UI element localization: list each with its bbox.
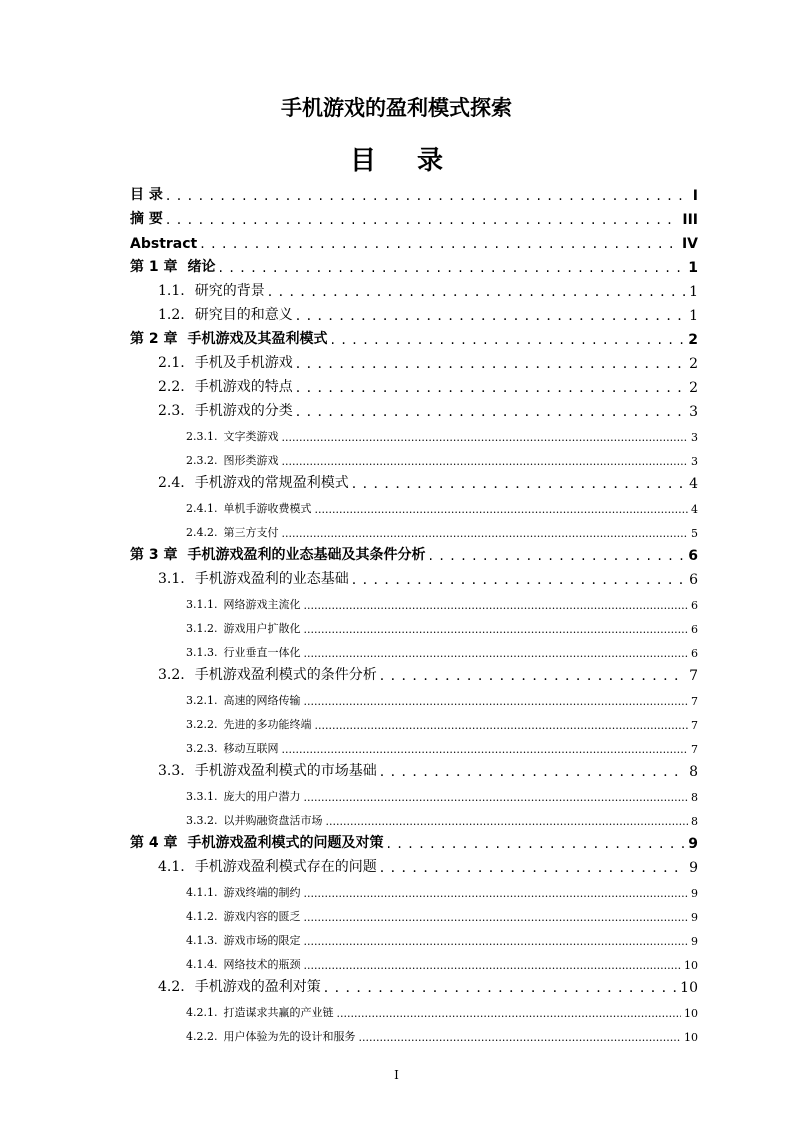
toc-entry-number: 4.1.2. xyxy=(186,910,218,923)
toc-entry-text: 绪论 xyxy=(187,259,216,275)
toc-entry-label xyxy=(186,956,301,972)
toc-entry-text: 行业垂直一体化 xyxy=(223,646,301,659)
toc-entry-page: 8 xyxy=(691,791,698,804)
toc-entry-page: 7 xyxy=(691,743,698,756)
toc-entry-label xyxy=(158,568,349,588)
toc-entry[interactable] xyxy=(130,612,698,636)
toc-entry-number: 3.3.2. xyxy=(186,814,218,827)
toc-entry-text: 游戏用户扩散化 xyxy=(223,622,301,635)
toc-entry-number: 2.4.2. xyxy=(186,526,218,539)
toc-entry-page: 10 xyxy=(680,980,698,996)
toc-entry-number: 2.1. xyxy=(158,355,185,371)
toc-entry-text: 研究的背景 xyxy=(194,283,265,299)
dot-leader xyxy=(380,860,686,876)
toc-entry-label xyxy=(130,184,163,204)
toc-entry-number: 1.2. xyxy=(158,307,185,323)
toc-entry-label xyxy=(130,328,328,348)
toc-entry-text: 手机游戏盈利模式的问题及对策 xyxy=(187,835,384,851)
toc-entry-number: 3.3.1. xyxy=(186,790,218,803)
toc-entry[interactable] xyxy=(130,252,698,276)
toc-entry[interactable] xyxy=(130,756,698,780)
toc-entry-label xyxy=(158,664,377,684)
toc-entry-text: 网络游戏主流化 xyxy=(223,598,301,611)
toc-entry-label xyxy=(130,256,216,276)
dot-leader xyxy=(304,935,689,948)
toc-entry-text: 文字类游戏 xyxy=(223,430,279,443)
toc-entry[interactable] xyxy=(130,228,698,252)
toc-entry-text: 手机游戏的特点 xyxy=(194,379,293,395)
toc-entry-label xyxy=(186,500,312,516)
toc-entry-number: 4.2. xyxy=(158,979,185,995)
dot-leader xyxy=(331,332,686,348)
toc-entry-label xyxy=(158,400,293,420)
toc-entry-page: 9 xyxy=(691,911,698,924)
toc-entry-label xyxy=(186,884,301,900)
toc-entry-text: 摘 要 xyxy=(130,211,163,227)
toc-entry-page: 6 xyxy=(689,572,698,588)
document-title: 手机游戏的盈利模式探索 xyxy=(281,96,512,120)
dot-leader xyxy=(352,476,686,492)
dot-leader xyxy=(268,284,686,300)
toc-entry-page: I xyxy=(692,188,698,204)
toc-entry-text: 手机游戏的常规盈利模式 xyxy=(194,475,349,491)
toc-entry[interactable] xyxy=(130,804,698,828)
toc-heading: 目 录 xyxy=(349,146,460,176)
toc-entry[interactable] xyxy=(130,300,698,324)
toc-entry-text: 打造谋求共赢的产业链 xyxy=(223,1006,334,1019)
dot-leader xyxy=(296,404,686,420)
toc-entry-number: 4.1.3. xyxy=(186,934,218,947)
toc-entry-label xyxy=(186,644,301,660)
dot-leader xyxy=(359,1031,682,1044)
dot-leader xyxy=(282,527,689,540)
toc-entry-label xyxy=(186,716,312,732)
toc-entry-page: 7 xyxy=(691,719,698,732)
toc-entry[interactable] xyxy=(130,540,698,564)
toc-entry-label xyxy=(158,376,293,396)
toc-entry-number: 2.4. xyxy=(158,475,185,491)
toc-entry-text: 手机游戏盈利的业态基础及其条件分析 xyxy=(187,547,426,563)
toc-entry[interactable] xyxy=(130,900,698,924)
toc-entry-page: IV xyxy=(681,236,698,252)
dot-leader xyxy=(315,719,689,732)
toc-entry-label xyxy=(186,788,301,804)
toc-entry-number: 3.2. xyxy=(158,667,185,683)
toc-entry-page: 9 xyxy=(688,836,698,852)
toc-entry-page: 6 xyxy=(691,599,698,612)
dot-leader xyxy=(304,695,689,708)
toc-entry-page: 9 xyxy=(691,887,698,900)
toc-entry-page: 1 xyxy=(689,284,698,300)
dot-leader xyxy=(324,980,677,996)
toc-entry-number: 4.2.1. xyxy=(186,1006,218,1019)
toc-entry-page: 1 xyxy=(688,260,698,276)
dot-leader xyxy=(304,887,689,900)
dot-leader xyxy=(166,188,690,204)
dot-leader xyxy=(304,911,689,924)
toc-entry-label xyxy=(186,692,301,708)
toc-entry-text: 第三方支付 xyxy=(223,526,279,539)
toc-entry[interactable] xyxy=(130,444,698,468)
toc-entry-page: 10 xyxy=(684,959,698,972)
toc-entry[interactable] xyxy=(130,324,698,348)
toc-entry-number: 3.1.3. xyxy=(186,646,218,659)
toc-entry-page: 2 xyxy=(688,332,698,348)
toc-entry[interactable] xyxy=(130,828,698,852)
toc-entry-page: 8 xyxy=(691,815,698,828)
toc-entry-number: 4.1.4. xyxy=(186,958,218,971)
toc-entry-number: 2.3.1. xyxy=(186,430,218,443)
toc-entry-number: 4.1. xyxy=(158,859,185,875)
toc-entry-label xyxy=(130,208,163,228)
toc-entry-label xyxy=(186,596,301,612)
toc-entry-number: 第 3 章 xyxy=(130,547,178,563)
toc-entry-label xyxy=(130,236,197,252)
dot-leader xyxy=(296,356,686,372)
toc-entry-number: 1.1. xyxy=(158,283,185,299)
toc-entry-text: 单机手游收费模式 xyxy=(223,502,312,515)
toc-entry[interactable] xyxy=(130,180,698,204)
toc-entry-number: 4.2.2. xyxy=(186,1030,218,1043)
toc-entry-page: 6 xyxy=(688,548,698,564)
toc-entry[interactable] xyxy=(130,996,698,1020)
toc-entry-page: 5 xyxy=(691,527,698,540)
toc-entry-number: 2.4.1. xyxy=(186,502,218,515)
toc-entry-text: 游戏终端的制约 xyxy=(223,886,301,899)
dot-leader xyxy=(380,668,686,684)
toc-entry-page: 7 xyxy=(691,695,698,708)
toc-entry-label xyxy=(186,740,279,756)
toc-entry[interactable] xyxy=(130,396,698,420)
toc-entry-number: 3.2.2. xyxy=(186,718,218,731)
toc-entry-label xyxy=(158,760,377,780)
dot-leader xyxy=(304,959,682,972)
toc-entry-number: 3.1.2. xyxy=(186,622,218,635)
toc-entry[interactable] xyxy=(130,420,698,444)
toc-entry[interactable] xyxy=(130,372,698,396)
toc-entry[interactable] xyxy=(130,732,698,756)
toc-entry[interactable] xyxy=(130,780,698,804)
dot-leader xyxy=(304,623,689,636)
dot-leader xyxy=(200,236,679,252)
toc-entry[interactable] xyxy=(130,684,698,708)
toc-entry-text: 手机游戏盈利模式的市场基础 xyxy=(194,763,377,779)
toc-entry-page: 7 xyxy=(689,668,698,684)
toc-entry-text: 游戏内容的匮乏 xyxy=(223,910,301,923)
toc-entry-label xyxy=(158,976,321,996)
toc-entry[interactable] xyxy=(130,564,698,588)
toc-entry-label xyxy=(186,620,301,636)
toc-entry[interactable] xyxy=(130,468,698,492)
toc-entry[interactable] xyxy=(130,948,698,972)
toc-entry-number: 3.2.1. xyxy=(186,694,218,707)
toc-entry-page: 3 xyxy=(691,455,698,468)
dot-leader xyxy=(296,380,686,396)
toc-entry-label xyxy=(186,1028,356,1044)
toc-entry-label xyxy=(186,812,323,828)
toc-entry-number: 3.2.3. xyxy=(186,742,218,755)
toc-entry-label xyxy=(186,524,279,540)
dot-leader xyxy=(380,764,686,780)
toc-entry-text: 手机游戏盈利的业态基础 xyxy=(194,571,349,587)
toc-entry[interactable] xyxy=(130,348,698,372)
toc-entry-text: 图形类游戏 xyxy=(223,454,279,467)
dot-leader xyxy=(304,791,689,804)
toc-entry[interactable] xyxy=(130,1020,698,1044)
toc-entry-number: 第 4 章 xyxy=(130,835,178,851)
toc-entry-label xyxy=(158,472,349,492)
toc-entry-text: 以并购融资盘活市场 xyxy=(223,814,323,827)
toc-entry-text: Abstract xyxy=(130,236,198,252)
toc-entry-label xyxy=(186,452,279,468)
toc-entry-number: 第 1 章 xyxy=(130,259,178,275)
dot-leader xyxy=(337,1007,682,1020)
toc-entry-page: 3 xyxy=(691,431,698,444)
dot-leader xyxy=(387,836,686,852)
toc-entry-text: 先进的多功能终端 xyxy=(223,718,312,731)
toc-entry[interactable] xyxy=(130,516,698,540)
toc-entry-page: 9 xyxy=(689,860,698,876)
toc-entry-page: 4 xyxy=(691,503,698,516)
toc-entry[interactable] xyxy=(130,924,698,948)
dot-leader xyxy=(326,815,689,828)
dot-leader xyxy=(166,212,679,228)
toc-entry-page: 3 xyxy=(689,404,698,420)
toc-entry-text: 移动互联网 xyxy=(223,742,279,755)
toc-entry-page: 2 xyxy=(689,356,698,372)
toc-entry-label xyxy=(186,908,301,924)
toc-entry-text: 游戏市场的限定 xyxy=(223,934,301,947)
dot-leader xyxy=(282,431,689,444)
toc-entry-number: 2.3.2. xyxy=(186,454,218,467)
toc-entry-page: 10 xyxy=(684,1007,698,1020)
toc-entry-page: 1 xyxy=(689,308,698,324)
toc-entry-page: III xyxy=(682,212,698,228)
toc-entry-label xyxy=(130,544,426,564)
toc-entry-page: 8 xyxy=(689,764,698,780)
toc-entry-text: 网络技术的瓶颈 xyxy=(223,958,301,971)
toc-entry-text: 手机游戏及其盈利模式 xyxy=(187,331,328,347)
toc-entry-number: 3.1. xyxy=(158,571,185,587)
dot-leader xyxy=(304,647,689,660)
toc-entry[interactable] xyxy=(130,636,698,660)
dot-leader xyxy=(219,260,686,276)
toc-entry-page: 6 xyxy=(691,623,698,636)
toc-entry-text: 研究目的和意义 xyxy=(194,307,293,323)
toc-entry[interactable] xyxy=(130,492,698,516)
toc-entry[interactable] xyxy=(130,588,698,612)
toc-entry[interactable] xyxy=(130,708,698,732)
toc-entry-label xyxy=(186,428,279,444)
toc-entry-text: 手机游戏盈利模式存在的问题 xyxy=(194,859,377,875)
toc-entry-number: 3.1.1. xyxy=(186,598,218,611)
dot-leader xyxy=(304,599,689,612)
toc-entry[interactable] xyxy=(130,660,698,684)
page-number: I xyxy=(394,1068,399,1082)
dot-leader xyxy=(296,308,686,324)
toc-entry-text: 手机游戏的分类 xyxy=(194,403,293,419)
toc-entry-number: 4.1.1. xyxy=(186,886,218,899)
dot-leader xyxy=(352,572,686,588)
toc-entry[interactable] xyxy=(130,852,698,876)
toc-entry-text: 用户体验为先的设计和服务 xyxy=(223,1030,356,1043)
toc-entry-number: 2.3. xyxy=(158,403,185,419)
toc-entry-text: 手机及手机游戏 xyxy=(194,355,293,371)
toc-entry[interactable] xyxy=(130,276,698,300)
toc-entry[interactable] xyxy=(130,972,698,996)
toc-entry-text: 手机游戏盈利模式的条件分析 xyxy=(194,667,377,683)
toc-entry-page: 4 xyxy=(689,476,698,492)
toc-entry-page: 2 xyxy=(689,380,698,396)
toc-entry[interactable] xyxy=(130,876,698,900)
table-of-contents xyxy=(130,180,698,1044)
toc-entry-page: 6 xyxy=(691,647,698,660)
toc-entry-label xyxy=(158,280,265,300)
toc-entry-label xyxy=(158,304,293,324)
toc-entry-label xyxy=(158,856,377,876)
toc-entry[interactable] xyxy=(130,204,698,228)
toc-entry-label xyxy=(130,832,384,852)
toc-entry-number: 3.3. xyxy=(158,763,185,779)
dot-leader xyxy=(429,548,686,564)
toc-entry-number: 第 2 章 xyxy=(130,331,178,347)
dot-leader xyxy=(315,503,689,516)
toc-entry-page: 10 xyxy=(684,1031,698,1044)
toc-entry-page: 9 xyxy=(691,935,698,948)
toc-entry-text: 目 录 xyxy=(130,187,163,203)
toc-entry-label xyxy=(186,1004,334,1020)
dot-leader xyxy=(282,455,689,468)
toc-entry-text: 高速的网络传输 xyxy=(223,694,301,707)
toc-entry-label xyxy=(186,932,301,948)
toc-entry-label xyxy=(158,352,293,372)
toc-entry-text: 庞大的用户潜力 xyxy=(223,790,301,803)
toc-entry-text: 手机游戏的盈利对策 xyxy=(194,979,321,995)
toc-entry-number: 2.2. xyxy=(158,379,185,395)
dot-leader xyxy=(282,743,689,756)
